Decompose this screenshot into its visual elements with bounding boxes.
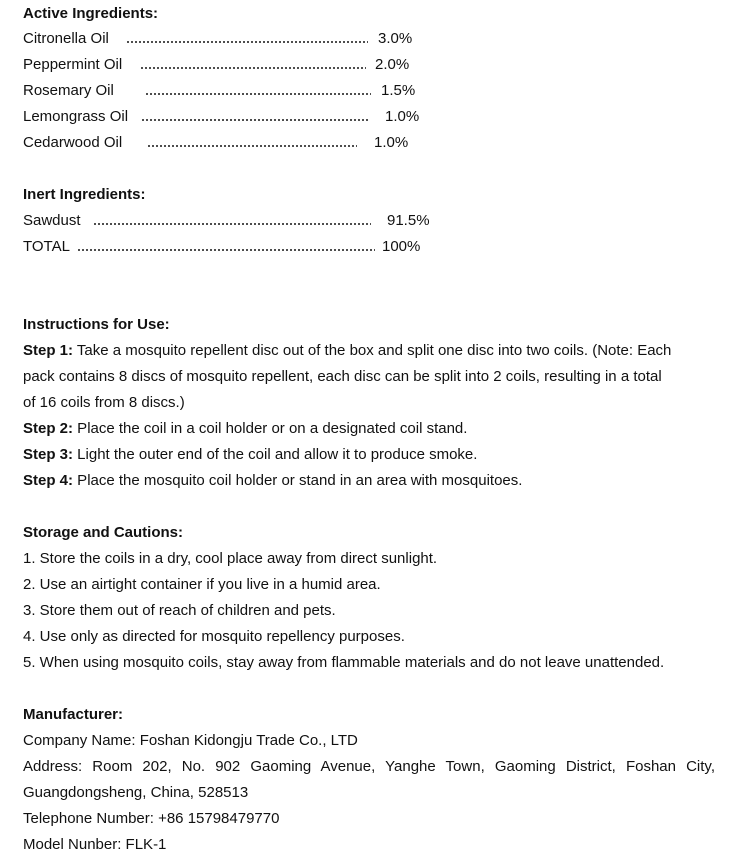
caution-item: 2. Use an airtight container if you live in a humid area.: [23, 576, 381, 593]
ingredient-name: Peppermint Oil: [23, 56, 123, 73]
step-label: Step 3:: [23, 446, 74, 463]
step-text: Take a mosquito repellent disc out of the box and split one disc into two coils. (Note: Each: [73, 342, 672, 359]
ingredient-row: [0, 53, 736, 77]
step-label: Step 2:: [23, 420, 74, 437]
ingredient-percent: 1.0%: [374, 134, 409, 151]
ingredient-row: [0, 79, 736, 103]
inert-ingredients-heading: Inert Ingredients:: [23, 186, 146, 203]
ingredient-percent: 100%: [382, 238, 421, 255]
leader-dots: [145, 93, 371, 95]
step-text: Place the coil in a coil holder or on a designated coil stand.: [73, 420, 468, 437]
leader-dots: [140, 67, 366, 69]
ingredient-name: Lemongrass Oil: [23, 108, 129, 125]
ingredient-name: Cedarwood Oil: [23, 134, 123, 151]
step-text: Light the outer end of the coil and allow it to produce smoke.: [73, 446, 478, 463]
ingredient-percent: 1.5%: [381, 82, 416, 99]
ingredient-row: [0, 209, 736, 233]
instruction-line: [23, 394, 185, 412]
ingredient-row: [0, 235, 736, 259]
ingredient-percent: 2.0%: [375, 56, 410, 73]
step-label: Step 4:: [23, 472, 74, 489]
step-label: Step 1:: [23, 342, 74, 359]
active-ingredients-heading: Active Ingredients:: [23, 5, 159, 22]
ingredient-name: Citronella Oil: [23, 30, 109, 47]
storage-heading: Storage and Cautions:: [23, 524, 184, 541]
leader-dots: [147, 145, 357, 147]
ingredient-percent: 91.5%: [387, 212, 430, 229]
step-text: pack contains 8 discs of mosquito repellent, each disc can be split into 2 coils, resulting in a total: [23, 368, 662, 385]
manufacturer-address: Address: Room 202, No. 902 Gaoming Avenue, Yanghe Town, Gaoming District, Foshan City,: [23, 758, 715, 775]
caution-item: 1. Store the coils in a dry, cool place away from direct sunlight.: [23, 550, 438, 567]
manufacturer-company: Company Name: Foshan Kidongju Trade Co., LTD: [23, 732, 358, 749]
manufacturer-model: Model Nunber: FLK-1: [23, 836, 167, 853]
leader-dots: [93, 223, 371, 225]
ingredient-name: TOTAL: [23, 238, 70, 255]
leader-dots: [77, 249, 375, 251]
instruction-line: [23, 368, 662, 386]
manufacturer-telephone: Telephone Number: +86 15798479770: [23, 810, 280, 827]
instruction-line: [23, 342, 671, 360]
manufacturer-heading: Manufacturer:: [23, 706, 124, 723]
ingredient-name: Sawdust: [23, 212, 81, 229]
leader-dots: [141, 119, 369, 121]
leader-dots: [126, 41, 368, 43]
manufacturer-address-cont: Guangdongsheng, China, 528513: [23, 784, 249, 801]
ingredient-percent: 3.0%: [378, 30, 413, 47]
ingredient-name: Rosemary Oil: [23, 82, 114, 99]
instructions-heading: Instructions for Use:: [23, 316, 170, 333]
caution-item: 4. Use only as directed for mosquito repellency purposes.: [23, 628, 405, 645]
instruction-line: [23, 446, 477, 464]
ingredient-row: [0, 131, 736, 155]
ingredient-row: [0, 27, 736, 51]
ingredient-percent: 1.0%: [385, 108, 420, 125]
instruction-line: [23, 472, 522, 490]
step-text: of 16 coils from 8 discs.): [23, 394, 185, 411]
ingredient-row: [0, 105, 736, 129]
instruction-line: [23, 420, 467, 438]
step-text: Place the mosquito coil holder or stand in an area with mosquitoes.: [73, 472, 523, 489]
caution-item: 3. Store them out of reach of children and pets.: [23, 602, 336, 619]
caution-item: 5. When using mosquito coils, stay away from flammable materials and do not leave unattended.: [23, 654, 665, 671]
